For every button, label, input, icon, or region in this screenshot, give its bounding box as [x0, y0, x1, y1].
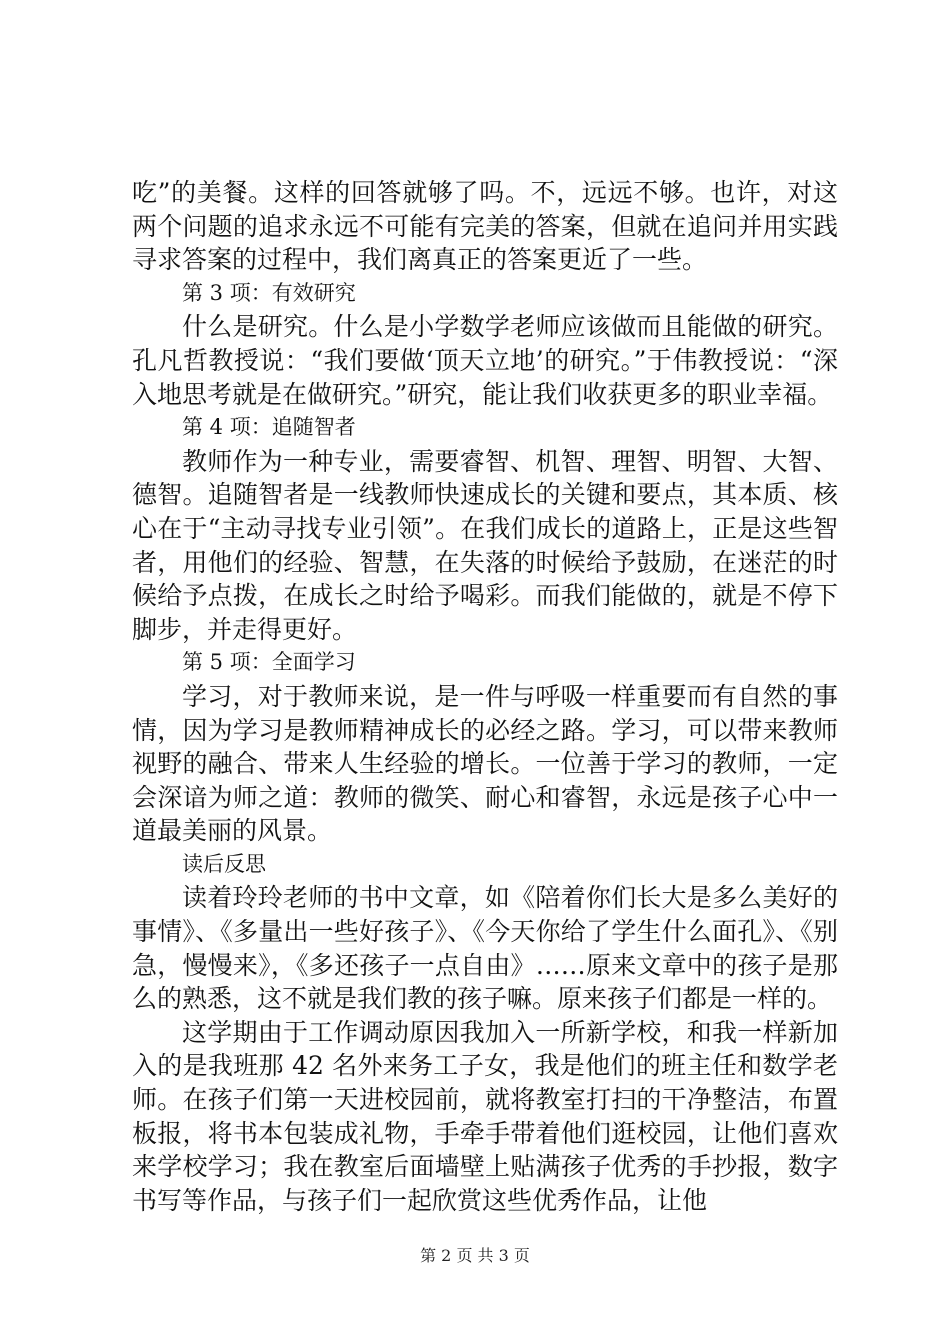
section-heading-5: 第 5 项：全面学习: [182, 650, 356, 675]
paragraph: 学习，对于教师来说，是一件与呼吸一样重要而有自然的事情，因为学习是教师精神成长的必经之路。学习，可以带来教师视野的融合、带来人生经验的增长。一位善于学习的教师，一定会深谙为师之道：教师的微笑、耐心和睿智，永远是孩子心中一道最美丽的风景。: [132, 681, 838, 846]
section-heading-3: 第 3 项：有效研究: [182, 280, 356, 305]
paragraph: 读着玲玲老师的书中文章，如《陪着你们长大是多么美好的事情》、《多量出一些好孩子》、《今天你给了学生什么面孔》、《别急，慢慢来》，《多还孩子一点自由》……原来文章中的孩子是那么的熟悉，这不就是我们教的孩子嘛。原来孩子们都是一样的。: [132, 883, 838, 1014]
paragraph: 这学期由于工作调动原因我加入一所新学校，和我一样新加入的是我班那 42 名外来务工子女，我是他们的班主任和数学老师。在孩子们第一天进校园前，就将教室打扫的干净整洁，布置板报，将书本包装成礼物，手牵手带着他们逛校园，让他们喜欢来学校学习；我在教室后面墙壁上贴满孩子优秀的手抄报，数字书写等作品，与孩子们一起欣赏这些优秀作品，让他: [132, 1017, 838, 1215]
document-body: [132, 176, 838, 1217]
section-heading-reflection: 读后反思: [182, 851, 266, 876]
paragraph-continued: 吃”的美餐。这样的回答就够了吗。不，远远不够。也许，对这两个问题的追求永远不可能有完美的答案，但就在追问并用实践寻求答案的过程中，我们离真正的答案更近了一些。: [132, 178, 838, 275]
paragraph: 什么是研究。什么是小学数学老师应该做而且能做的研究。孔凡哲教授说：“我们要做‘顶天立地’的研究。”于伟教授说：“深入地思考就是在做研究。”研究，能让我们收获更多的职业幸福。: [132, 312, 838, 409]
page-number-footer: 第 2 页 共 3 页: [420, 1246, 530, 1265]
section-heading-4: 第 4 项：追随智者: [182, 415, 356, 440]
paragraph: 教师作为一种专业，需要睿智、机智、理智、明智、大智、德智。追随智者是一线教师快速成长的关键和要点，其本质、核心在于“主动寻找专业引领”。在我们成长的道路上，正是这些智者，用他们的经验、智慧，在失落的时候给予鼓励，在迷茫的时候给予点拨，在成长之时给予喝彩。而我们能做的，就是不停下脚步，并走得更好。: [132, 446, 838, 644]
